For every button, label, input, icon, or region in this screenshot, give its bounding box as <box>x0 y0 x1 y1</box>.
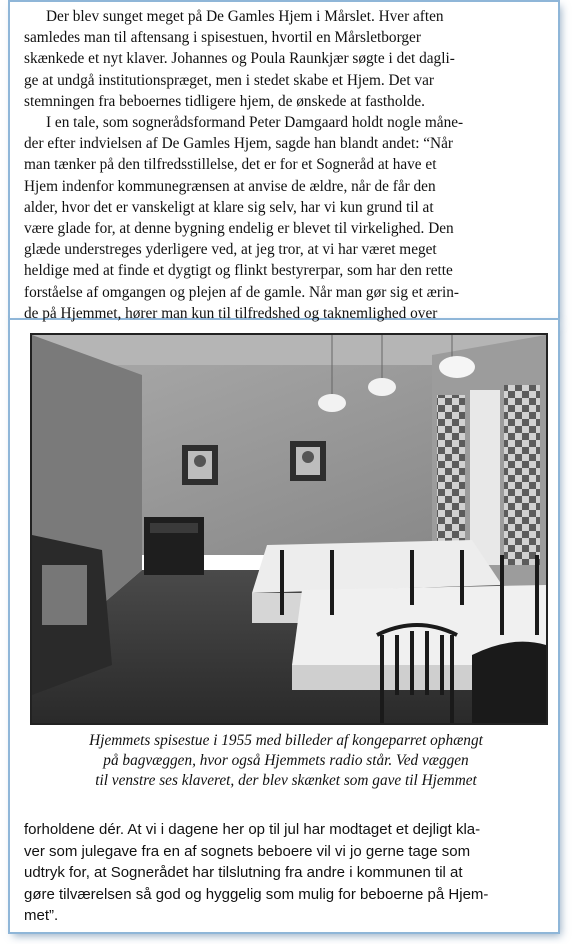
body-line: ge at undgå institutionspræget, men i stedet skabe et Hjem. Det var <box>24 71 434 89</box>
caption-line: til venstre ses klaveret, der blev skænket som gave til Hjemmet <box>95 772 477 789</box>
body-line: Der blev sunget meget på De Gamles Hjem i Mårslet. Hver aften <box>46 8 444 25</box>
body-line: de på Hjemmet, hører man kun til tilfredshed og taknemlighed over <box>24 304 438 322</box>
body-line: stemningen fra beboernes tidligere hjem, de ønskede at fastholde. <box>24 92 425 110</box>
photo-caption <box>24 731 548 791</box>
body-line: forståelse af omgangen og plejen af de gamle. Når man gør sig et ærin- <box>24 283 459 301</box>
body-line: være glade for, at denne bygning endelig er blevet til virkelighed. Den <box>24 220 454 238</box>
body-line: gøre tilværelsen så god og hyggelig som mulig for beboerne på Hjem- <box>24 885 489 903</box>
body-line: forholdene dér. At vi i dagene her op til jul har modtaget et dejligt kla- <box>24 821 481 838</box>
body-line: der efter indvielsen af De Gamles Hjem, sagde han blandt andet: “Når <box>24 135 453 153</box>
body-line: alder, hvor det er vanskeligt at klare sig selv, har vi kun grund til at <box>24 198 434 216</box>
body-line: met”. <box>24 907 59 924</box>
body-line: samledes man til aftensang i spisestuen, hvortil en Mårsletborger <box>24 29 421 47</box>
body-line: man tænker på den tilfredsstillelse, det er for et Sogneråd at have et <box>24 156 437 174</box>
body-line: udtryk for, at Sognerådet har tilslutning fra andre i kommunen til at <box>24 864 463 881</box>
body-line: glæde understreges yderligere ved, at jeg tror, at vi har været meget <box>24 241 437 259</box>
caption-line: Hjemmets spisestue i 1955 med billeder af kongeparret ophængt <box>89 732 483 749</box>
dining-room-photo <box>30 333 548 725</box>
caption-line: på bagvæggen, hvor også Hjemmets radio står. Ved væggen <box>103 752 469 769</box>
body-line: ver som julegave fra en af sognets beboere vil vi jo gerne tage som <box>24 842 471 860</box>
body-line: skænkede et nyt klaver. Johannes og Poula Raunkjær søgte i det dagli- <box>24 50 455 68</box>
body-line: I en tale, som sognerådsformand Peter Damgaard holdt nogle måne- <box>46 114 464 132</box>
body-line: heldige med at finde et dygtigt og flinkt bestyrerpar, som har den rette <box>24 262 453 280</box>
article-body-bottom <box>24 819 548 927</box>
body-line: Hjem indenfor kommunegrænsen at anvise de ældre, når de får den <box>24 177 436 195</box>
article-body-top <box>24 6 554 324</box>
